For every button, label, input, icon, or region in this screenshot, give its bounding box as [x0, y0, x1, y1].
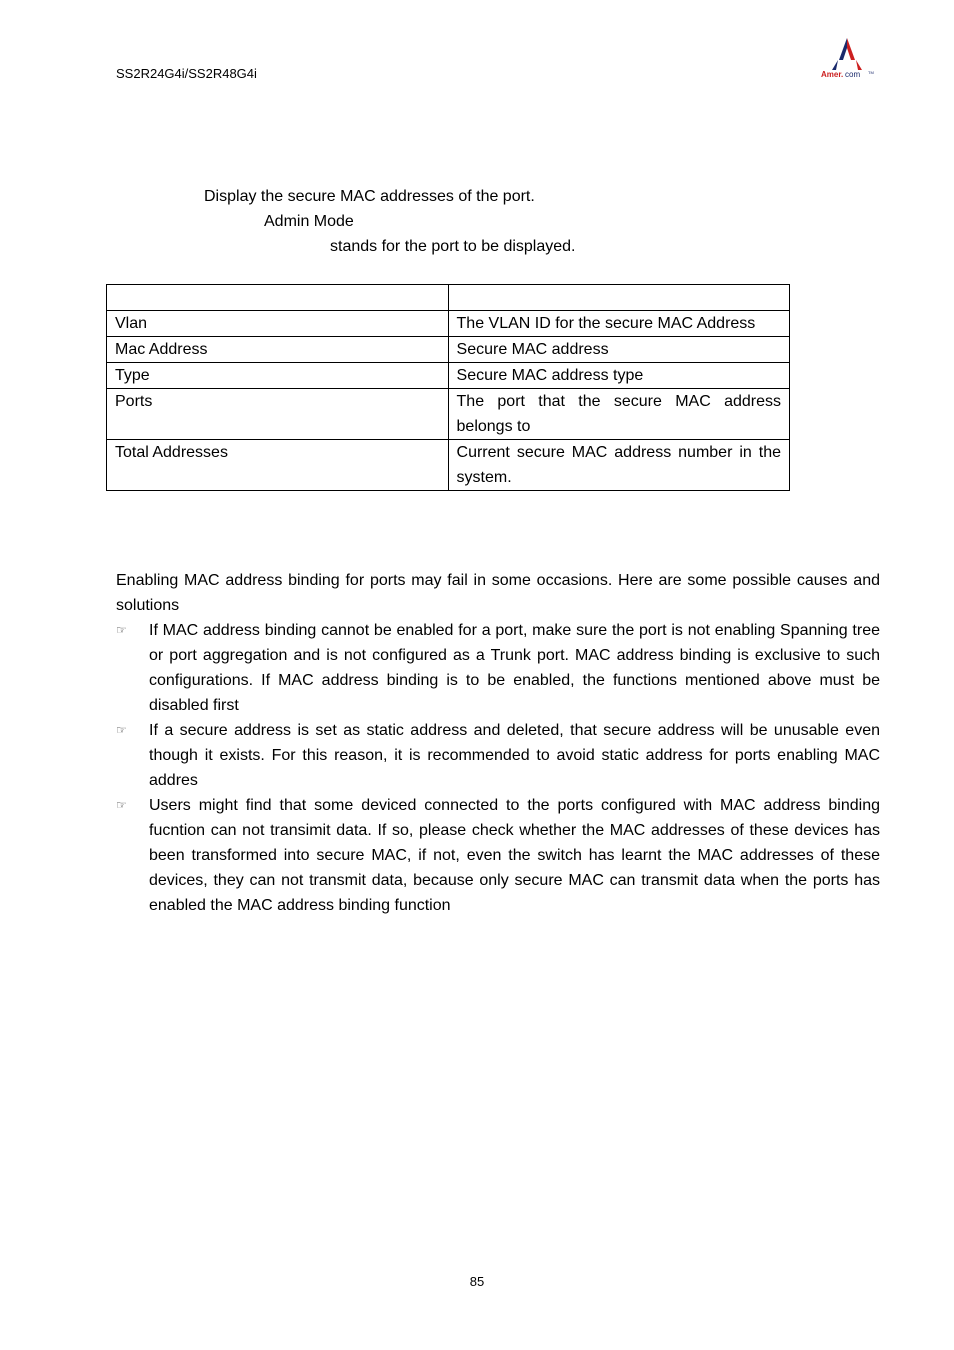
table-cell-name: Vlan	[107, 311, 449, 337]
document-header-title: SS2R24G4i/SS2R48G4i	[116, 66, 257, 81]
table-row	[107, 337, 790, 363]
pointing-hand-icon: ☞	[116, 623, 127, 637]
table-cell-desc: Secure MAC address	[448, 337, 789, 363]
table-cell-name: Mac Address	[107, 337, 449, 363]
troubleshoot-bullet: Users might find that some deviced connected to the ports configured with MAC address binding fucntion can not transimit data. If so, please check whether the MAC addresses of these devices has been transformed into secure MAC, if not, even the switch has learnt the MAC addresses of these devices, they can not transmit data, because only secure MAC can transmit data when the ports has enabled the MAC address binding function	[149, 797, 880, 914]
table-header-cell	[107, 285, 449, 311]
table-cell-desc: The VLAN ID for the secure MAC Address	[448, 311, 789, 337]
secure-mac-fields-table	[106, 284, 790, 491]
command-function: Display the secure MAC addresses of the port.	[204, 188, 535, 205]
troubleshoot-intro: Enabling MAC address binding for ports may fail in some occasions. Here are some possible causes and solutions	[116, 572, 880, 614]
table-cell-name: Ports	[107, 389, 449, 440]
troubleshoot-bullet: If MAC address binding cannot be enabled for a port, make sure the port is not enabling Spanning tree or port aggregation and is not configured as a Trunk port. MAC address binding is exclusive to such configurations. If MAC address binding is to be enabled, the functions mentioned above must be disabled first	[149, 622, 880, 714]
table-cell-desc: Current secure MAC address number in the system.	[448, 440, 789, 491]
troubleshoot-bullet: If a secure address is set as static address and deleted, that secure address will be unusable even though it exists. For this reason, it is recommended to avoid static address for ports enabling MAC addres	[149, 722, 880, 789]
table-header-cell	[448, 285, 789, 311]
svg-text:Amer.: Amer.	[821, 70, 844, 79]
table-row	[107, 363, 790, 389]
svg-text:TM: TM	[868, 70, 874, 75]
pointing-hand-icon: ☞	[116, 798, 127, 812]
table-header-row	[107, 285, 790, 311]
amer-logo	[818, 36, 878, 82]
pointing-hand-icon: ☞	[116, 723, 127, 737]
table-cell-desc: Secure MAC address type	[448, 363, 789, 389]
table-row	[107, 389, 790, 440]
page-number: 85	[469, 1274, 485, 1289]
command-mode: Admin Mode	[264, 213, 354, 230]
table-cell-name: Type	[107, 363, 449, 389]
table-cell-desc: The port that the secure MAC address belongs to	[448, 389, 789, 440]
svg-text:com: com	[845, 70, 861, 79]
table-row	[107, 311, 790, 337]
table-cell-name: Total Addresses	[107, 440, 449, 491]
table-row	[107, 440, 790, 491]
command-parameter: stands for the port to be displayed.	[330, 238, 576, 255]
